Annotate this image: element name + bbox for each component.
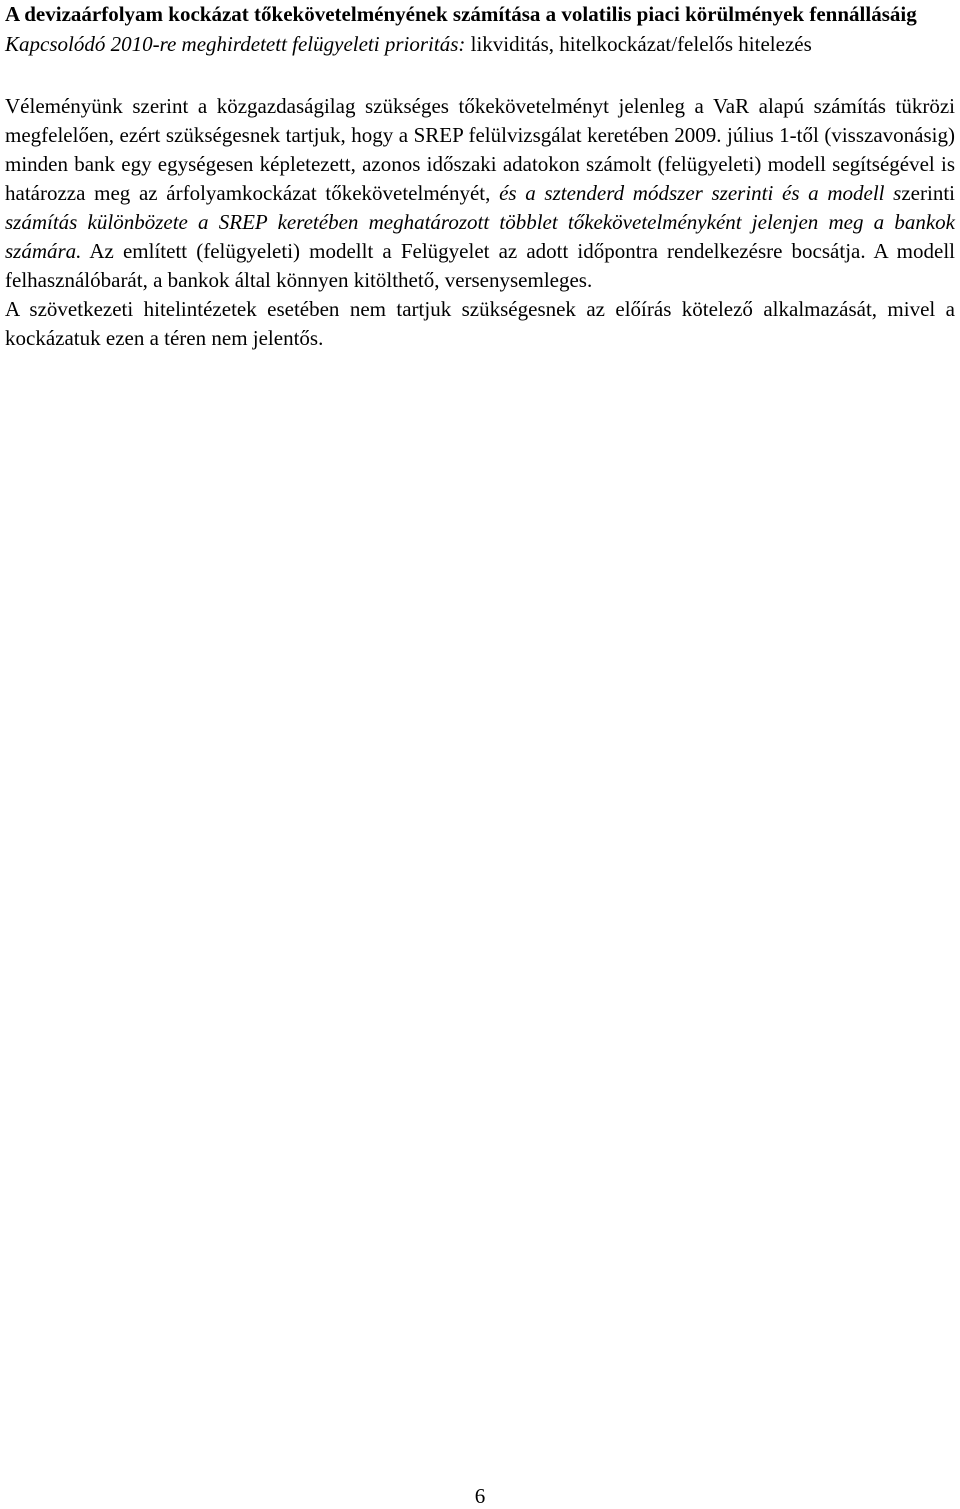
- paragraph-opinion-italic-2: számítás különbözete a SREP keretében meghatározott többlet tőkekövetelményként jelenjen meg a bankok számára.: [5, 210, 955, 263]
- paragraph-opinion-italic: és a sztenderd módszer szerinti és a modell s: [499, 181, 902, 205]
- page-number: 6: [474, 1484, 486, 1508]
- paragraph-cooperatives: A szövetkezeti hitelintézetek esetében nem tartjuk szükségesnek az előírás kötelező alkalmazását, mivel a kockázatuk ezen a téren nem jelentős.: [5, 297, 955, 350]
- paragraph-opinion-text-3: Az említett (felügyeleti) modellt a Felügyelet az adott időpontra rendelkezésre bocsátja. A modell felhasználóbarát, a bankok által könnyen kitölthető, versenysemleges.: [5, 239, 955, 292]
- related-priority-value: likviditás, hitelkockázat/felelős hitelezés: [465, 32, 812, 56]
- section-heading: A devizaárfolyam kockázat tőkekövetelményének számítása a volatilis piaci körülmények fennállásáig: [5, 2, 917, 26]
- spacer: [5, 59, 955, 92]
- paragraph-opinion: [5, 92, 955, 295]
- related-priority-label: Kapcsolódó 2010-re meghirdetett felügyeleti prioritás:: [5, 32, 466, 56]
- paragraph-opinion-text-2: zerinti: [901, 181, 955, 205]
- related-priority: [5, 30, 955, 59]
- document-page: [5, 0, 955, 353]
- paragraph-opinion-text: Véleményünk szerint a közgazdaságilag szükséges tőkekövetelményt jelenleg a VaR alapú számítás tükrözi megfelelően, ezért szükségesnek tartjuk, hogy a SREP felülvizsgálat keretében 2009. július 1-től (visszavonásig) minden bank egy egységesen képletezett, azonos időszaki adatokon számolt (felügyeleti) modell segítségével is határozza meg az árfolyamkockázat tőkekövetelményét,: [5, 94, 955, 205]
